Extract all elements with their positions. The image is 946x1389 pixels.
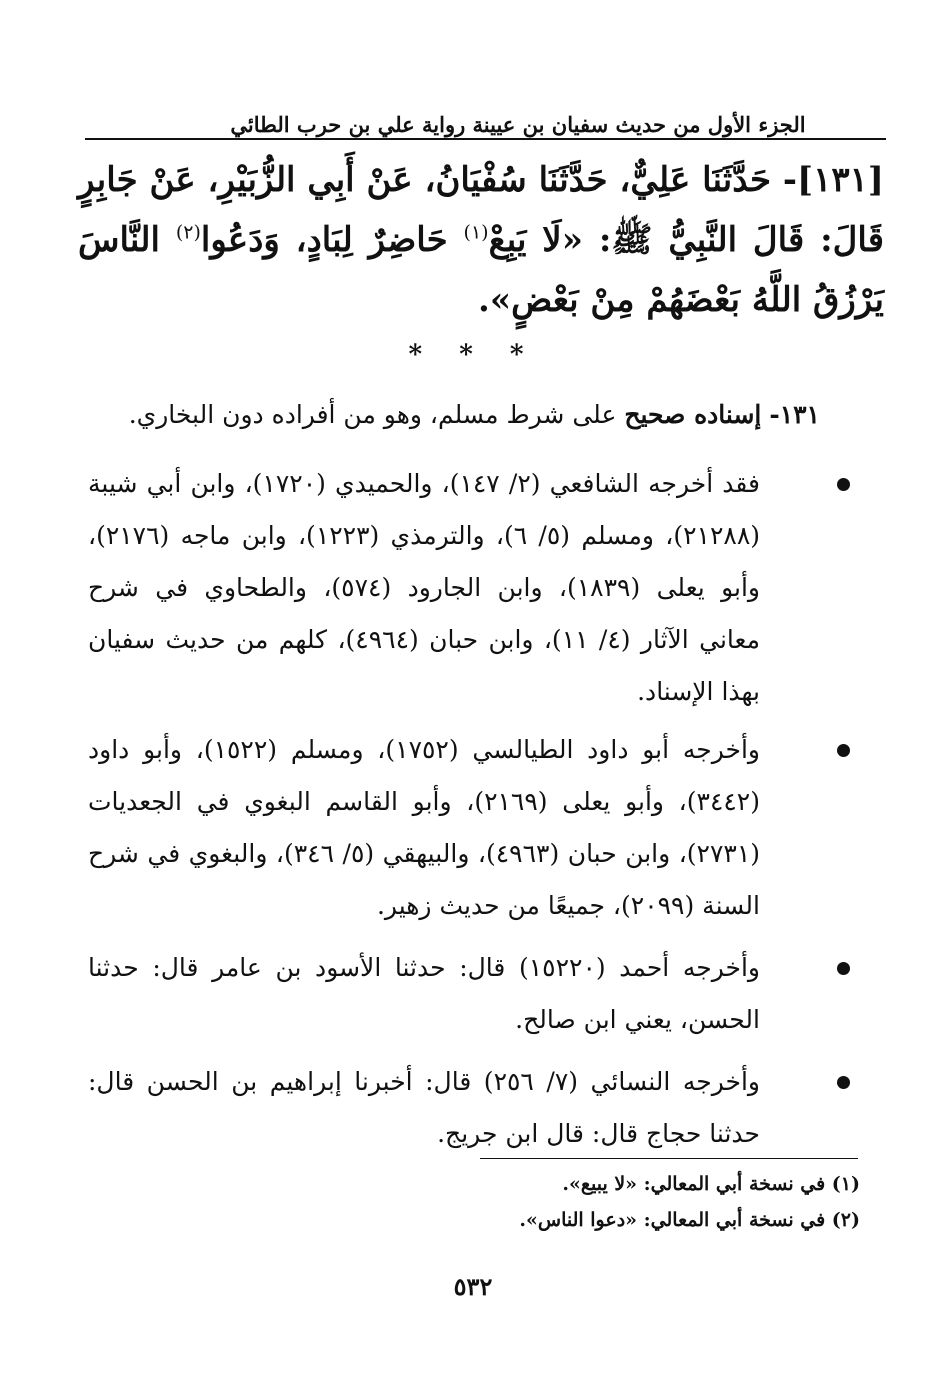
- takhrij-item: [88, 458, 850, 718]
- section-separator: * * *: [408, 340, 538, 370]
- commentary-rest: على شرط مسلم، وهو من أفراده دون البخاري.: [128, 400, 617, 429]
- takhrij-item-text: وأخرجه أحمد (١٥٢٢٠) قال: حدثنا الأسود بن عامر قال: حدثنا الحسن، يعني ابن صالح.: [88, 953, 760, 1034]
- footnote-ref-1[interactable]: (١): [463, 221, 489, 244]
- header-rule: [85, 138, 886, 140]
- bullet-icon: [837, 1076, 850, 1089]
- footnote-rule: [480, 1158, 858, 1159]
- takhrij-item: [88, 1056, 850, 1160]
- page-number: ٥٣٢: [453, 1272, 493, 1301]
- footnote-2: (٢) في نسخة أبي المعالي: «دعوا الناس».: [519, 1209, 860, 1231]
- commentary-number: ١٣١-: [769, 400, 820, 429]
- takhrij-item-text: فقد أخرجه الشافعي (٢/ ١٤٧)، والحميدي (١٧٢٠)، وابن أبي شيبة (٢١٢٨٨)، ومسلم (٥/ ٦)، والترمذي (١٢٢٣)، وابن ماجه (٢١٧٦)، وأبو يعلى (١٨٣٩)، وابن الجارود (٥٧٤)، والطحاوي في شرح معاني الآثار (٤/ ١١)، وابن حبان (٤٩٦٤)، كلهم من حديث سفيان بهذا الإسناد.: [88, 469, 761, 706]
- hadith-text-part-1: [١٣١]- حَدَّثَنَا عَلِيٌّ، حَدَّثَنَا سُفْيَانُ، عَنْ أَبِي الزُّبَيْرِ، عَنْ جَابِرٍ قَالَ: قَالَ النَّبِيُّ ﷺ: «لَا يَبِعْ: [78, 160, 884, 260]
- takhrij-item-text: وأخرجه أبو داود الطيالسي (١٧٥٢)، ومسلم (١٥٢٢)، وأبو داود (٣٤٤٢)، وأبو يعلى (٢١٦٩)، وأبو القاسم البغوي في الجعديات (٢٧٣١)، وابن حبان (٤٩٦٣)، والبيهقي (٥/ ٣٤٦)، والبغوي في شرح السنة (٢٠٩٩)، جميعًا من حديث زهير.: [88, 735, 761, 920]
- commentary-heading: [90, 393, 820, 437]
- takhrij-item: [88, 724, 850, 932]
- takhrij-item: [88, 942, 850, 1046]
- bullet-icon: [837, 962, 850, 975]
- takhrij-item-text: وأخرجه النسائي (٧/ ٢٥٦) قال: أخبرنا إبراهيم بن الحسن قال: حدثنا حجاج قال: قال ابن جريج.: [88, 1067, 760, 1148]
- footnote-1: (١) في نسخة أبي المعالي: «لا يبيع».: [562, 1173, 860, 1195]
- footnote-ref-2[interactable]: (٢): [175, 221, 201, 244]
- bullet-icon: [837, 744, 850, 757]
- footnotes: [300, 1166, 860, 1238]
- hadith-text-part-2: حَاضِرٌ لِبَادٍ، وَدَعُوا: [200, 220, 464, 260]
- bullet-icon: [837, 478, 850, 491]
- hadith-text: [78, 150, 884, 330]
- hadith-text-part-3: النَّاسَ يَرْزُقُ اللَّهُ بَعْضَهُمْ مِنْ بَعْضٍ».: [78, 220, 884, 320]
- commentary-grade: إسناده صحيح: [624, 400, 762, 429]
- takhrij-list: [88, 458, 850, 1160]
- running-header: الجزء الأول من حديث سفيان بن عيينة رواية علي بن حرب الطائي: [230, 112, 806, 137]
